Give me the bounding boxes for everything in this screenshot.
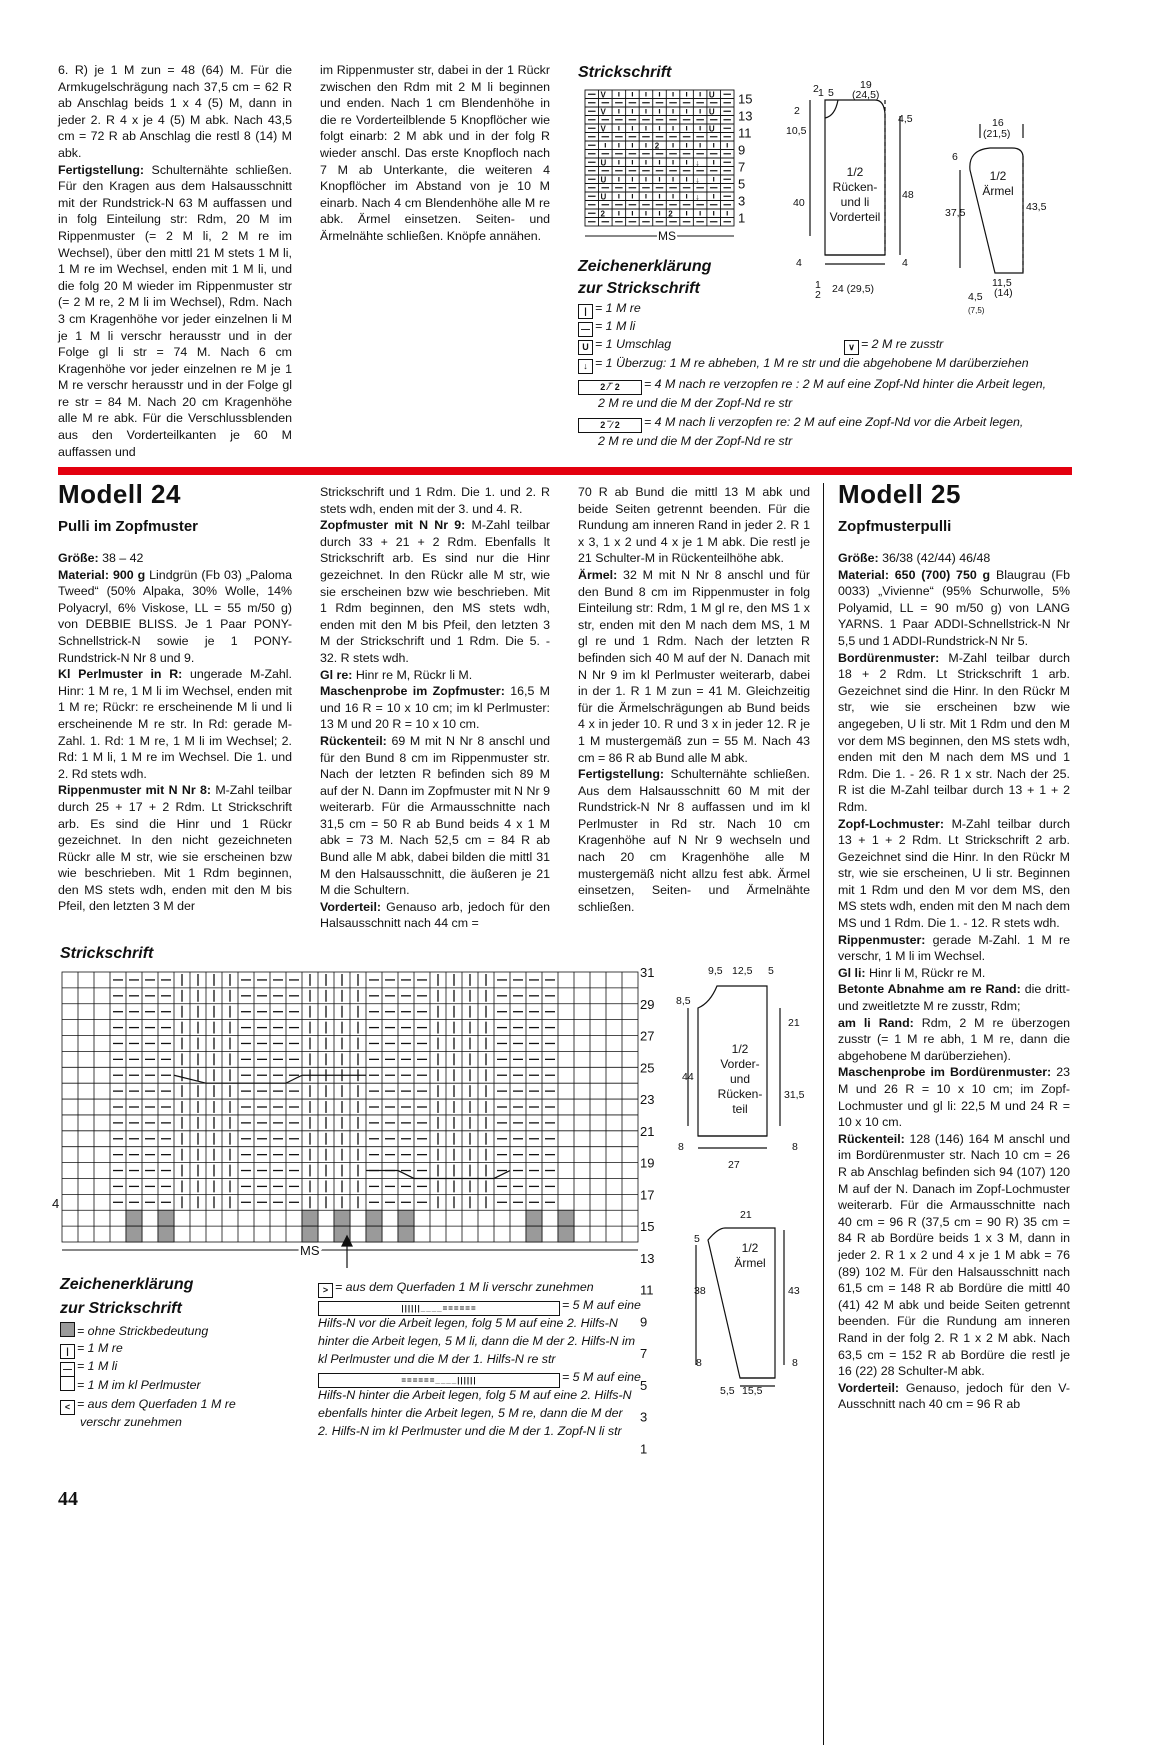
m25-col-para-10 (838, 1380, 1070, 1413)
top-chart-symbol: 2 (600, 209, 605, 219)
m25-col-para-4-lead: Rippenmuster: (838, 932, 926, 947)
m24-schematic1-label-3: Rücken- (717, 1087, 763, 1101)
m24-legend-left-5: verschr zunehmen (80, 1415, 182, 1429)
svg-text:16: 16 (992, 117, 1004, 129)
m24-col3-para-1-text: 32 M mit N Nr 8 anschl und für den Bund 8 cm im Rippenmuster in folg Einteilung str: Rdm, 1 M gl re, den MS 1 x str, enden mit den M nach dem MS, 1 M gl re und 1 Rdm. Nach der letzten R befinden sich 40 M auf der N. Danach mit N Nr 9 im kl Perlmuster weiterarb, dabei in der 1. R 1 M zun = 41 M. Gleichzeitig für die Ärmelschrägungen ab Bund beids 4 x in jeder 10. R und 3 x in jeder 12. R je 1 M mustergemäß zun = 55 M. Nach 43 cm = 86 R ab Bund alle M abk. (578, 567, 810, 765)
m24-legend-left-2: = 1 M li (77, 1359, 118, 1373)
cable-right-icon: 2 ⁄‾ 2 (578, 380, 642, 395)
m24-legend-right-6: Hilfs-N hinter die Arbeit legen, folg 5 M auf eine 2. Hilfs-N (318, 1388, 632, 1402)
top-legend-3: = 2 M re zusstr (861, 337, 944, 351)
m25-subtitle: Zopfmusterpulli (838, 518, 952, 535)
svg-text:1: 1 (815, 279, 821, 291)
top-chart-symbol: U (600, 192, 607, 202)
top-col1-para-0 (58, 62, 292, 162)
svg-text:(7,5): (7,5) (968, 306, 985, 315)
svg-text:8: 8 (792, 1141, 798, 1153)
m24-col1-para-3-text: M-Zahl teilbar durch 25 + 17 + 2 Rdm. Lt Strickschrift arb. Es sind die Hinr und 1 Rückr gezeichnet. In den nicht gezeichneten Rückr alle M str, wie sie erscheinen bzw wie beschrieben. Mit 1 Rdm beginnen, den MS stets wdh, enden mit den M bis Pfeil, den letzten 3 M der (58, 783, 292, 914)
m24-chart-row-label: 11 (640, 1282, 654, 1298)
top-text-col2: im Rippenmuster str, dabei in der 1 Rückr zwischen den Rdm mit 2 M li beginnen und enden. Nach 1 cm Blendenhöhe in die re Vorderteilblende 5 Knopflöcher wie folgt einarb: 2 M abk und in der folg R wieder anschl. Das erste Knopfloch nach 7 M ab Unterkante, die weiteren 4 Knopflöcher im Abstand von je 10 M einarb. Nach 4 cm Blendenhöhe alle M re abk. Ärmel einsetzen. Seiten- und Ärmelnähte schließen. Knöpfe annähen. (320, 63, 550, 243)
m25-col (838, 550, 1070, 1413)
svg-text:1: 1 (818, 87, 824, 99)
m24-title: Modell 24 (58, 479, 181, 509)
m25-col-para-5 (838, 965, 1070, 982)
m24-col2-para-5-text: Genauso arb, jedoch für den Halsausschnitt nach 44 cm = (320, 899, 550, 931)
top-chart-row-label: 7 (738, 159, 746, 175)
top-chart-symbol: 2 (668, 209, 673, 219)
top-legend-4: = 1 Überzug: 1 M re abheben, 1 M re str und die abgehobene M darüberziehen (595, 356, 1029, 370)
m24-col1-para-2-text: ungerade M-Zahl. Hinr: 1 M re, 1 M li im Wechsel, enden mit 1 M re; Rückr: re erscheinende M li und li erscheinende M re str. In Rd: gerade M-Zahl. 1. Rd: 1 M re, 1 M li im Wechsel; 2. Rd: 1 M li, 1 M re im Wechsel. Die 1. und 2. Rd stets wdh. (58, 667, 292, 781)
m24-col2-para-4-lead: Rückenteil: (320, 733, 387, 748)
svg-text:8: 8 (696, 1357, 702, 1369)
m25-col-para-2-text: M-Zahl teilbar durch 18 + 2 Rdm. Lt Strickschrift 1 arb. Gezeichnet sind die Hinr. In den Rückr M str, wie sie erscheinen bzw wie angegeben, U li str. Mit 1 Rdm und den M vor dem MS beginnen, den MS stets wdh, enden mit den M nach dem MS und 1 Rdm. Die 1. - 26. R 1 x str. Nach der 25. R ist die M-Zahl teilbar durch 13 + 1 + 2 Rdm. (838, 650, 1070, 814)
svg-text:10,5: 10,5 (786, 125, 807, 137)
inc-right-icon: < (60, 1400, 75, 1415)
m25-title: Modell 25 (838, 479, 961, 509)
m24-col2-para-4 (320, 733, 550, 899)
svg-text:4: 4 (902, 257, 908, 269)
cable-left-icon: 2 ‾⁄ 2 (578, 418, 642, 433)
svg-text:6: 6 (952, 151, 958, 163)
k2tog-icon: ∨ (844, 340, 859, 355)
svg-text:5: 5 (694, 1233, 700, 1245)
m24-chart-no-stitch (366, 1226, 382, 1242)
top-chart-symbol: U (600, 158, 607, 168)
m25-col-para-1 (838, 567, 1070, 650)
m24-col1 (58, 550, 292, 915)
top-chart-symbol: U (708, 90, 715, 100)
m24-chart-row-label: 15 (640, 1219, 655, 1235)
cable-10-right-icon: ======____|||||| (318, 1373, 560, 1388)
svg-text:12,5: 12,5 (732, 965, 753, 977)
m24-chart-no-stitch (126, 1226, 142, 1242)
m24-legend-right-4: kl Perlmuster und die M der 1. Hilfs-N re str (318, 1352, 556, 1366)
svg-text:48: 48 (902, 189, 914, 201)
m24-col3-para-0-text: 70 R ab Bund die mittl 13 M abk und beide Seiten getrennt beenden. Für die Rundung am inneren Rand in jeder 2. R 1 x 3, 1 x 2 und 4 x je 1 M abk. Die restl je 21 Schulter-M in Rückenteilhöhe abk. (578, 485, 810, 566)
svg-text:8: 8 (792, 1357, 798, 1369)
m24-chart-no-stitch (158, 1226, 174, 1242)
inc-left-icon: > (318, 1283, 333, 1298)
m25-col-para-7-text: Rdm, 2 M re überzogen zusstr (= 1 M re abh, 1 M re, dann die abgehobene M darüberziehen). (838, 1015, 1070, 1063)
m24-chart-row-label: 17 (640, 1187, 655, 1203)
m24-chart-no-stitch (302, 1210, 318, 1226)
m24-schematic1-label-4: teil (732, 1102, 748, 1116)
yarn-over-icon: U (578, 340, 593, 355)
svg-text:(14): (14) (994, 287, 1013, 299)
m25-col-para-4 (838, 932, 1070, 965)
m25-col-para-5-lead: Gl li: (838, 965, 866, 980)
m24-col2-para-3-text: 16,5 M und 16 R = 10 x 10 cm; im kl Perlmuster: 13 M und 20 R = 10 x 10 cm. (320, 684, 551, 732)
m24-col1-para-1-lead: Material: 900 g (58, 567, 146, 582)
m24-chart-no-stitch (158, 1210, 174, 1226)
m24-col2-para-2-lead: Gl re: (320, 667, 353, 682)
svg-text:4,5: 4,5 (968, 291, 983, 303)
m25-col-para-10-lead: Vorderteil: (838, 1380, 900, 1395)
m24-col1-para-0 (58, 550, 292, 567)
top-schematic1-label-3: Vorderteil (829, 210, 881, 224)
top-col1-para-1-text: Schulternähte schließen. Für den Kragen aus dem Halsausschnitt mit der Rundstrick-N 63 M auffassen und in folg Einteilung str: Rdm, 20 M im Rippenmuster (= 2 M li, 2 M re im Wechsel), über den mittl 21 M stets 1 M li, 1 M re im Wechsel, enden mit 1 M li, und die folg 20 M wieder im Rippenmuster str (= 2 M re, 2 M li im Wechsel), Rdm. Nach 3 cm Kragenhöhe vor jeder einzelnen li M je 1 M li verschr herausstr und in der Folge gl li str = 74 M. Nach 6 cm Kragenhöhe vor jeder einzelnen re M je 1 M re verschr herausstr und in der Folge gl re str = 84 M. Nach 20 cm Kragenhöhe alle M re abk. Für die Verschlussblenden aus den Vorderteilkanten je 60 M auffassen und (58, 162, 292, 459)
top-schematic1-label-1: Rücken- (832, 180, 878, 194)
m25-col-para-6 (838, 981, 1070, 1014)
m24-chart-row-label: 5 (640, 1377, 648, 1393)
m25-col-para-10-text: Genauso, jedoch für den V-Ausschnitt nach 40 cm = 96 R ab (838, 1380, 1070, 1412)
m24-col2-para-4-text: 69 M mit N Nr 8 anschl und für den Bund 8 cm im Rippenmuster str. Nach der letzten R befinden sich 89 M auf der N. Dann im Zopfmuster mit N Nr 9 weiterarb. Für die Armausschnitte nach 31,5 cm = 50 R ab Bund beids 4 x 1 M abk = 73 M. Nach 52,5 cm = 84 R ab Bund alle M abk, dabei bilden die mittl 31 M den Halsausschnitt, die äußeren je 21 M die Schultern. (320, 733, 550, 898)
column-divider (823, 483, 824, 1745)
top-schematic2-label-0: 1/2 (989, 169, 1007, 183)
top-chart-caption: Strickschrift (578, 64, 672, 81)
svg-text:2: 2 (813, 83, 819, 95)
m24-chart-no-stitch (398, 1226, 414, 1242)
top-chart-symbol: 2 (654, 141, 660, 151)
top-chart-symbol: ↓ (695, 175, 700, 185)
m24-chart-row-label: 3 (640, 1409, 648, 1425)
m24-legend-left-1: = 1 M re (77, 1341, 123, 1355)
m24-legend-right-8: 2. Hilfs-N im kl Perlmuster und die M der 1. Zopf-N li str (318, 1424, 622, 1438)
m24-col3-para-1-lead: Ärmel: (578, 567, 618, 582)
m24-col2-para-1-lead: Zopfmuster mit N Nr 9: (320, 518, 466, 533)
svg-text:5: 5 (828, 87, 834, 99)
top-col1-para-0-text: 6. R) je 1 M zun = 48 (64) M. Für die Armkugelschrägung nach 37,5 cm = 62 R ab Anschlag beids 1 x 4 (5) M, dann in jeder 2. R 4 x je 4 (5) M abk. Nach 43,5 cm = 72 R ab Anschlag die restl 8 (14) M abk. (58, 63, 292, 160)
top-chart-row-label: 11 (738, 125, 752, 141)
m24-col3-para-1 (578, 567, 810, 766)
svg-text:31,5: 31,5 (784, 1089, 805, 1101)
m24-chart-no-stitch (126, 1210, 142, 1226)
m24-chart-no-stitch (526, 1226, 542, 1242)
svg-text:21: 21 (788, 1017, 800, 1029)
m24-chart-no-stitch (366, 1210, 382, 1226)
top-chart-row-label: 15 (738, 91, 753, 107)
top-schematic1-label-2: und li (840, 195, 870, 209)
svg-text:8,5: 8,5 (676, 995, 691, 1007)
m24-col2-para-1-text: M-Zahl teilbar durch 33 + 21 + 2 Rdm. Ebenfalls lt Strickschrift arb. Es sind nur die Hinr gezeichnet. In den Rückr alle M str, wie sie erscheinen bzw wie beschrieben. Mit 1 Rdm beginnen, den MS stets wdh, enden mit den M bis Pfeil, den letzten 3 M der Strickschrift und 1 Rdm. Die 5. - 32. R stets wdh. (320, 518, 551, 665)
svg-text:19: 19 (860, 79, 872, 91)
svg-text:15,5: 15,5 (742, 1385, 763, 1397)
m24-col2-para-2-text: Hinr re M, Rückr li M. (352, 667, 473, 682)
top-chart-symbol: V (600, 124, 606, 134)
top-chart-ms: MS (658, 229, 676, 243)
svg-text:(21,5): (21,5) (983, 128, 1011, 140)
k-left-icon: — (578, 322, 593, 337)
section-divider (58, 467, 1072, 475)
m24-col1-para-1-text: Lindgrün (Fb 03) „Paloma Tweed“ (50% Alpaka, 30% Wolle, 14% Polyacryl, 6% Viskose, LL = 55 m/50 g) von DEBBIE BLISS. Je 1 Paar PONY-Schnellstrick-N sowie je 1 PONY-Rundstrick-N Nr 8 und 9. (58, 567, 292, 665)
svg-text:24 (29,5): 24 (29,5) (832, 283, 875, 295)
svg-text:4,5: 4,5 (898, 113, 913, 125)
m25-col-para-9-lead: Rückenteil: (838, 1131, 905, 1146)
top-text-col1 (58, 62, 292, 460)
m24-subtitle: Pulli im Zopfmuster (58, 518, 199, 535)
m24-legend-left-4: = aus dem Querfaden 1 M re (77, 1397, 236, 1411)
m25-col-para-3-text: M-Zahl teilbar durch 13 + 1 + 2 Rdm. Lt Strickschrift 2 arb. Gezeichnet sind die Hinr. In den Rückr M str, wie sie erscheinen, U li str. Beginnen mit 1 Rdm und den M vor dem MS, den MS stets wdh, enden mit den M nach dem MS und 1 Rdm. Die 1. - 12. R stets wdh. (838, 816, 1070, 931)
svg-text:40: 40 (793, 197, 805, 209)
m24-schematic1-label-2: und (729, 1072, 751, 1086)
m24-col2-para-5 (320, 899, 550, 932)
top-schematic-sleeve (940, 108, 1060, 318)
m24-schematic1-label-0: 1/2 (731, 1042, 749, 1056)
m24-legend-right-1: = 5 M auf eine (562, 1298, 641, 1312)
top-legend-8: 2 M re und die M der Zopf-Nd re str (598, 434, 793, 448)
m25-col-para-0 (838, 550, 1070, 567)
m24-chart-no-stitch (558, 1210, 574, 1226)
svg-text:37,5: 37,5 (945, 207, 966, 219)
m24-schematic1-label-1: Vorder- (720, 1057, 760, 1071)
top-legend-6: 2 M re und die M der Zopf-Nd re str (598, 396, 793, 410)
svg-text:8: 8 (678, 1141, 684, 1153)
m24-legend-left-0: = ohne Strickbedeutung (77, 1324, 209, 1338)
m25-col-para-7 (838, 1015, 1070, 1065)
top-chart-symbol: V (600, 90, 606, 100)
m24-chart-no-stitch (398, 1210, 414, 1226)
slip-over-icon: ↓ (578, 359, 593, 374)
m24-chart-row-label: 1 (640, 1441, 648, 1457)
m25-col-para-1-lead: Material: 650 (700) 750 g (838, 567, 991, 582)
m24-legend-right-2: Hilfs-N vor die Arbeit legen, folg 5 M auf eine 2. Hilfs-N (318, 1316, 618, 1330)
m24-col1-para-1 (58, 567, 292, 667)
top-legend-1: = 1 M li (595, 319, 636, 333)
m24-chart-row-label: 23 (640, 1092, 655, 1108)
top-knitting-chart (580, 88, 760, 248)
m24-chart-caption: Strickschrift (60, 945, 154, 962)
m25-col-para-1-text: Blaugrau (Fb 0033) „Vivienne“ (95% Schurwolle, 5% Polyamid, LL = 90 m/50 g) von LANG YARNS. 1 Paar ADDI-Schnellstrick-N Nr 5,5 und 1 ADDI-Rundstrick-N Nr 5. (838, 567, 1070, 648)
m25-col-para-2-lead: Bordürenmuster: (838, 650, 940, 665)
m25-col-para-6-text: die dritt- und zweitletzte M re zusstr, Rdm; (838, 982, 1070, 1014)
svg-text:5: 5 (768, 965, 774, 977)
svg-text:27: 27 (728, 1159, 740, 1171)
m24-col2-para-5-lead: Vorderteil: (320, 899, 382, 914)
top-chart-symbol: U (708, 107, 715, 117)
svg-text:11,5: 11,5 (992, 277, 1012, 289)
top-legend-caption-1: Zeichenerklärung (578, 258, 712, 275)
top-chart-symbol: ↓ (695, 192, 700, 202)
svg-text:43: 43 (788, 1285, 800, 1297)
m25-col-para-2 (838, 650, 1070, 816)
svg-text:4: 4 (796, 257, 802, 269)
m24-chart-row-label: 19 (640, 1155, 655, 1171)
top-schematic1-label-0: 1/2 (846, 165, 864, 179)
top-chart-symbol: U (600, 175, 607, 185)
top-col1-para-1-lead: Fertigstellung: (58, 162, 145, 177)
top-legend-caption-2: zur Strickschrift (578, 280, 700, 297)
m24-schematic-body (670, 958, 825, 1171)
m24-col3-para-2-lead: Fertigstellung: (578, 767, 665, 782)
svg-text:2: 2 (815, 289, 821, 301)
m25-col-para-8 (838, 1064, 1070, 1130)
m24-legend-left-3: = 1 M im kl Perlmuster (77, 1378, 201, 1392)
m24-schematic-sleeve (680, 1200, 825, 1400)
top-chart-symbol: ↓ (695, 158, 700, 168)
page-number: 44 (58, 1488, 78, 1510)
m25-col-para-8-text: 23 M und 26 R = 10 x 10 cm; im Zopf-Lochmuster und gl li: 22,5 M und 24 R = 10 x 10 cm. (838, 1065, 1070, 1130)
m25-col-para-6-lead: Betonte Abnahme am re Rand: (838, 982, 1021, 997)
m24-chart-row-label: 13 (640, 1250, 655, 1266)
m24-chart-row-label: 27 (640, 1028, 655, 1044)
m24-chart-row-label: 9 (640, 1314, 648, 1330)
m24-legend-right-0: = aus dem Querfaden 1 M li verschr zunehmen (335, 1280, 594, 1294)
m24-chart-row-label: 31 (640, 965, 655, 980)
m24-col3 (578, 484, 810, 915)
k-right-icon: | (60, 1344, 75, 1359)
top-chart-symbol: U (708, 124, 715, 134)
top-chart-row-label: 13 (738, 108, 753, 124)
m25-col-para-4-text: gerade M-Zahl. 1 M re verschr, 1 M li im Wechsel. (838, 932, 1070, 964)
k-right-icon: | (578, 304, 593, 319)
m24-legend-right-5: = 5 M auf eine (562, 1370, 641, 1384)
top-schematic2-label-1: Ärmel (982, 184, 1014, 198)
svg-text:(24,5): (24,5) (852, 89, 880, 101)
top-col1-para-1 (58, 162, 292, 461)
top-legend-0: = 1 M re (595, 301, 641, 315)
m24-col2-para-1 (320, 517, 550, 666)
m24-chart-row-label: 29 (640, 996, 655, 1012)
top-legend-5: = 4 M nach re verzopfen re : 2 M auf eine Zopf-Nd hinter die Arbeit legen, (644, 377, 1047, 391)
m24-legend-caption-1: Zeichenerklärung (60, 1276, 194, 1293)
top-schematic-back-front (780, 78, 930, 303)
svg-text:21: 21 (740, 1209, 752, 1221)
m24-chart-no-stitch (334, 1210, 350, 1226)
m24-col3-para-0 (578, 484, 810, 567)
top-chart-row-label: 1 (738, 210, 746, 226)
m24-legend-right-3: hinter die Arbeit legen, 5 M li, dann die M der 2. Hilfs-N im (318, 1334, 636, 1348)
m24-chart-no-stitch (526, 1210, 542, 1226)
m25-col-para-5-text: Hinr li M, Rückr re M. (865, 965, 986, 980)
m25-col-para-0-lead: Größe: (838, 551, 879, 565)
m24-col2-para-0-text: Strickschrift und 1 Rdm. Die 1. und 2. R stets wdh, enden mit der 3. und 4. R. (320, 485, 550, 516)
m24-schematic2-label-0: 1/2 (741, 1241, 759, 1255)
m24-chart-no-stitch (558, 1226, 574, 1242)
no-stitch-icon (60, 1322, 75, 1337)
m24-col1-para-3-lead: Rippenmuster mit N Nr 8: (58, 783, 211, 798)
m25-col-para-3-lead: Zopf-Lochmuster: (838, 816, 944, 831)
svg-text:2: 2 (794, 105, 800, 117)
top-chart-row-label: 5 (738, 176, 746, 192)
m24-chart-row-label: 21 (640, 1123, 655, 1139)
svg-text:38: 38 (694, 1285, 706, 1297)
m24-col1-para-2-lead: Kl Perlmuster in R: (58, 667, 183, 682)
svg-text:9,5: 9,5 (708, 965, 723, 977)
top-legend-7: = 4 M nach li verzopfen re: 2 M auf eine Zopf-Nd vor die Arbeit legen, (644, 415, 1024, 429)
m24-col2-para-2 (320, 667, 550, 684)
m24-col1-para-0-text: 38 – 42 (98, 551, 144, 565)
top-chart-row-label: 9 (738, 142, 746, 158)
m24-col3-para-2-text: Schulternähte schließen. Aus dem Halsausschnitt 60 M mit der Rundstrick-N Nr 8 auffassen und im kl Perlmuster in Rd str. Nach 10 cm Kragenhöhe auf N Nr 9 wechseln und nach 20 cm Kragenhöhe alle M mustergemäß nicht allzu fest abk. Ärmel einsetzen, Seiten- und Ärmelnähte schließen. (578, 767, 810, 914)
m24-chart-row-label: 7 (640, 1346, 648, 1362)
m24-chart-no-stitch (302, 1226, 318, 1242)
cable-10-left-icon: ||||||____====== (318, 1301, 560, 1316)
m24-legend-caption-2: zur Strickschrift (60, 1300, 182, 1317)
m24-chart-ms: MS (300, 1243, 320, 1258)
m24-chart-left: 4 (52, 1196, 60, 1211)
m24-schematic2-label-1: Ärmel (734, 1256, 766, 1270)
m25-col-para-0-text: 36/38 (42/44) 46/48 (878, 551, 991, 565)
svg-text:43,5: 43,5 (1026, 201, 1047, 213)
m25-col-para-9-text: 128 (146) 164 M anschl und im Bordürenmuster str. Nach 10 cm = 26 R ab Anschlag befinden sich 94 (107) 120 M auf der N. Danach im Zopf-Lochmuster weiterarb. Für die Armausschnitte nach 40 cm = 96 R (37,5 cm = 90 R) 35 cm = 84 R ab Bordüre beids 1 x 3 M, dann in jeder 2. R 1 x 2 und 4 x je 1 M abk = 76 (89) 102 M. Für den Halsausschnitt nach 61,5 cm = 148 R ab Bordüre die mittl 40 (41) 42 M abk und beide Seiten getrennt beenden. Für die Rundung am inneren Rand in der folg 2. R 1 x 2 M abk. Nach 63,5 cm = 152 R ab Bordüre die restl je 16 (22) 28 Schulter-M abk. (838, 1131, 1070, 1379)
top-legend-2: = 1 Umschlag (595, 337, 672, 351)
svg-text:44: 44 (682, 1071, 694, 1083)
m25-col-para-7-lead: am li Rand: (838, 1015, 914, 1030)
m24-col2 (320, 484, 550, 932)
m25-col-para-3 (838, 816, 1070, 932)
m24-col1-para-0-lead: Größe: (58, 551, 99, 565)
m24-col1-para-3 (58, 782, 292, 915)
k-left-icon: — (60, 1362, 75, 1377)
top-chart-symbol: V (600, 107, 606, 117)
m24-col2-para-3 (320, 683, 550, 733)
m24-col3-para-2 (578, 766, 810, 915)
m24-col1-para-2 (58, 666, 292, 782)
svg-text:5,5: 5,5 (720, 1385, 735, 1397)
m25-col-para-9 (838, 1131, 1070, 1380)
seed-stitch-icon (60, 1376, 75, 1391)
m24-col2-para-0 (320, 484, 550, 517)
m24-chart-row-label: 25 (640, 1060, 655, 1076)
m24-legend-right-7: ebenfalls hinter die Arbeit legen, 5 M re, dann die M der (318, 1406, 623, 1420)
top-chart-row-label: 3 (738, 193, 746, 209)
m24-col2-para-3-lead: Maschenprobe im Zopfmuster: (320, 684, 505, 699)
m25-col-para-8-lead: Maschenprobe im Bordürenmuster: (838, 1065, 1052, 1080)
